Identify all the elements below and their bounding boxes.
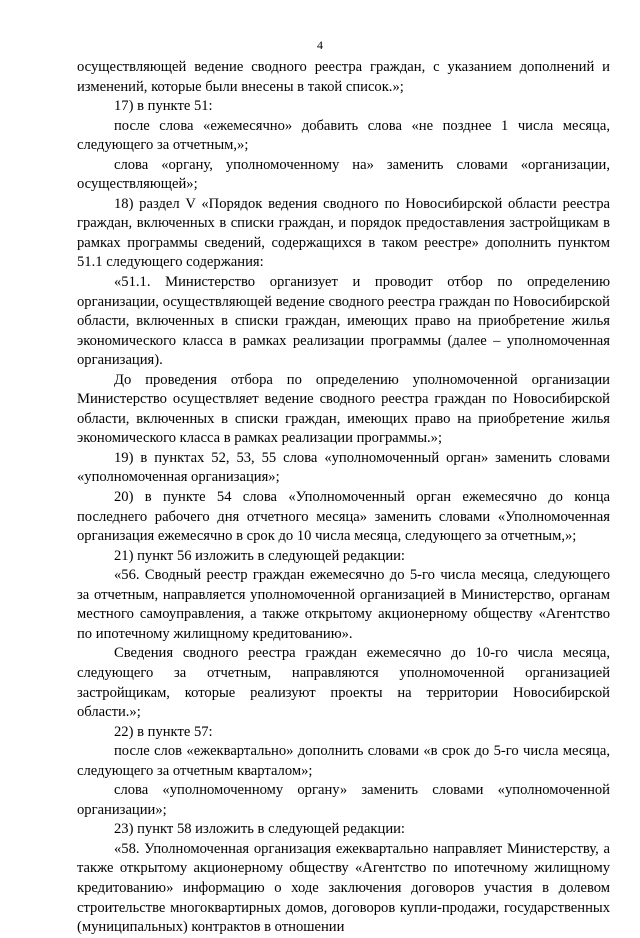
paragraph-item-21: 21) пункт 56 изложить в следующей редакции: [114, 547, 405, 564]
paragraph-item-22-change-2: слова «уполномоченному органу» заменить словами «уполномоченной организации»; [77, 782, 610, 818]
paragraph-continuation: осуществляющей ведение сводного реестра граждан, с указанием дополнений и изменений, которые были внесены в такой список.»; [77, 59, 610, 95]
document-body [77, 58, 610, 938]
paragraph-clause-51-1: «51.1. Министерство организует и проводит отбор по определению организации, осуществляющей ведение сводного реестра граждан по Новосибирской области, включенных в списки граждан, имеющих право на приобретение жилья экономического класса в рамках реализации программы (далее – уполномоченная организация). [77, 274, 610, 369]
paragraph-item-17-change-1: после слова «ежемесячно» добавить слова «не позднее 1 числа месяца, следующего за отчетным,»; [77, 117, 610, 154]
paragraph-item-19: 19) в пунктах 52, 53, 55 слова «уполномоченный орган» заменить словами «уполномоченная организация»; [77, 449, 610, 486]
paragraph-clause-58: «58. Уполномоченная организация ежеквартально направляет Министерству, а также открытому акционерному обществу «Агентство по ипотечному жилищному кредитованию» информацию о ходе заключения договоров участия в долевом строительстве многоквартирных домов, договоров купли-продажи, государственных (муниципальных) контрактов в отношении [77, 840, 610, 936]
paragraph-clause-51-1-cont: До проведения отбора по определению уполномоченной организации Министерство осуществляет ведение сводного реестра граждан по Новосибирской области, включенных в списки граждан, имеющих право на приобретение жилья экономического класса в рамках реализации программы.»; [77, 371, 610, 447]
paragraph-item-17-change-2: слова «органу, уполномоченному на» заменить словами «организации, осуществляющей»; [77, 156, 610, 193]
page-number: 4 [317, 38, 323, 52]
paragraph-item-17: 17) в пункте 51: [114, 98, 213, 115]
paragraph-item-18: 18) раздел V «Порядок ведения сводного по Новосибирской области реестра граждан, включенных в списки граждан, и порядок предоставления застройщикам в рамках программы сведений, содержащихся в таком реестре» дополнить пунктом 51.1 следующего содержания: [77, 195, 610, 271]
paragraph-item-23: 23) пункт 58 изложить в следующей редакции: [114, 821, 405, 838]
paragraph-clause-56-cont: Сведения сводного реестра граждан ежемесячно до 10-го числа месяца, следующего за отчетным, направляются уполномоченной организацией застройщикам, которые реализуют проекты на территории Новосибирской области.»; [77, 645, 610, 721]
paragraph-item-22: 22) в пункте 57: [114, 723, 213, 740]
paragraph-clause-56: «56. Сводный реестр граждан ежемесячно до 5-го числа месяца, следующего за отчетным, направляется уполномоченной организацией в Министерство, органам местного самоуправления, а также открытому акционерному обществу «Агентство по ипотечному жилищному кредитованию». [77, 567, 610, 642]
paragraph-item-20: 20) в пункте 54 слова «Уполномоченный орган ежемесячно до конца последнего рабочего дня отчетного месяца» заменить словами «Уполномоченная организация ежемесячно в срок до 10 числа месяца, следующего за отчетным,»; [77, 489, 610, 545]
paragraph-item-22-change-1: после слов «ежеквартально» дополнить словами «в срок до 5-го числа месяца, следующего за отчетным кварталом»; [77, 743, 610, 779]
